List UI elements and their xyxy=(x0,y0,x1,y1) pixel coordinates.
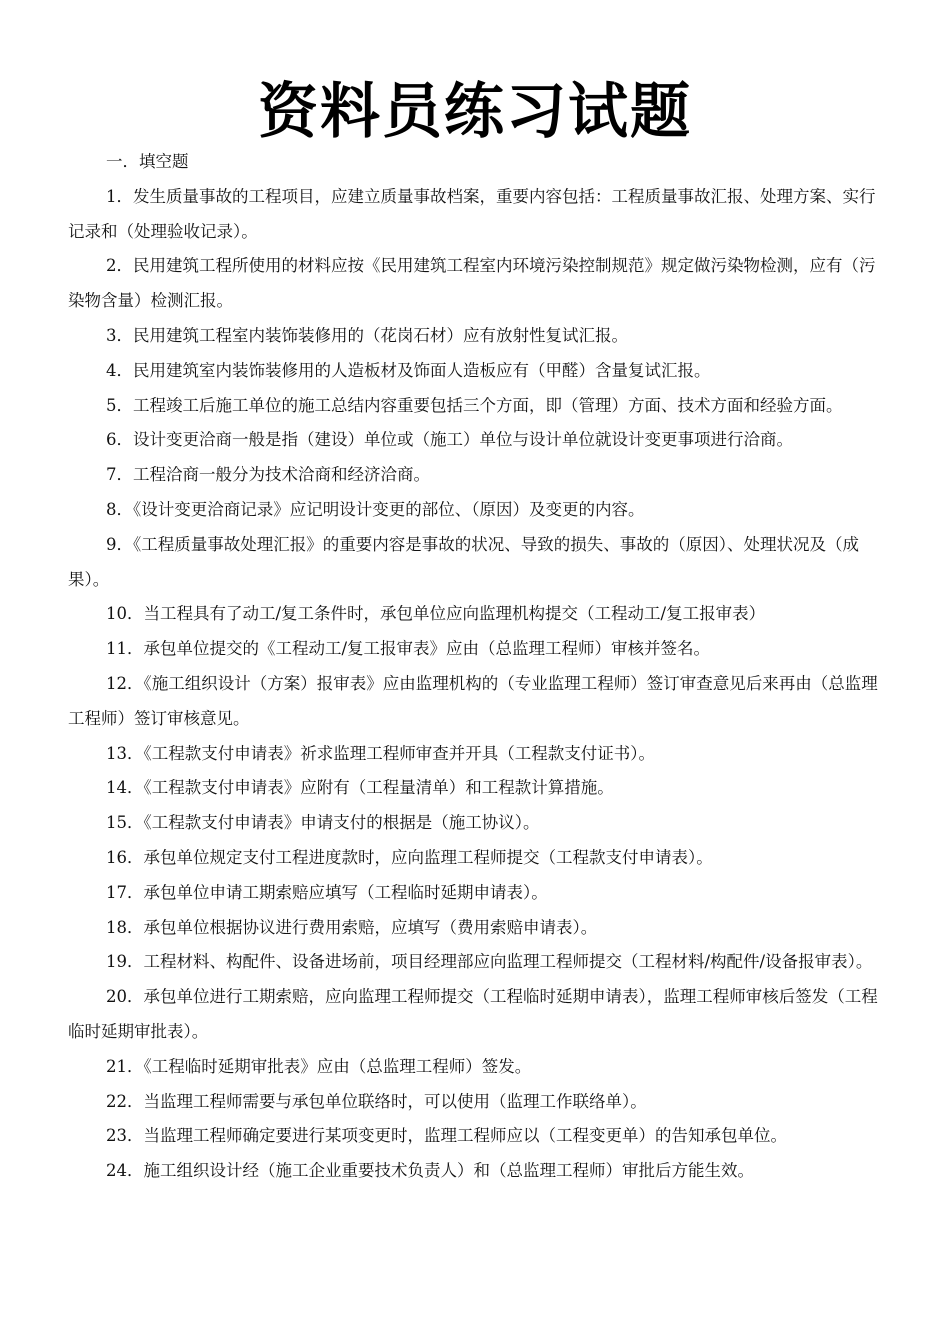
question-5: 5．工程竣工后施工单位的施工总结内容重要包括三个方面，即（管理）方面、技术方面和经验方面。 xyxy=(106,395,843,415)
question-1: 1．发生质量事故的工程项目，应建立质量事故档案，重要内容包括：工程质量事故汇报、处理方案、实行记录和（处理验收记录）。 xyxy=(68,186,876,241)
question-17: 17．承包单位申请工期索赔应填写（工程临时延期申请表）。 xyxy=(106,882,548,902)
question-24: 24．施工组织设计经（施工企业重要技术负责人）和（总监理工程师）审批后方能生效。 xyxy=(106,1161,754,1181)
question-18: 18．承包单位根据协议进行费用索赔，应填写（费用索赔申请表）。 xyxy=(106,917,598,937)
question-16: 16．承包单位规定支付工程进度款时，应向监理工程师提交（工程款支付申请表）。 xyxy=(106,847,713,867)
question-2: 2．民用建筑工程所使用的材料应按《民用建筑工程室内环境污染控制规范》规定做污染物检测，应有（污染物含量）检测汇报。 xyxy=(68,256,876,311)
question-7: 7．工程洽商一般分为技术洽商和经济洽商。 xyxy=(106,465,430,485)
question-15: 15．《工程款支付申请表》申请支付的根据是（施工协议）。 xyxy=(106,813,540,833)
question-23: 23．当监理工程师确定要进行某项变更时，监理工程师应以（工程变更单）的告知承包单位。 xyxy=(106,1126,787,1146)
question-4: 4．民用建筑室内装饰装修用的人造板材及饰面人造板应有（甲醛）含量复试汇报。 xyxy=(106,360,711,380)
document-title: 资料员练习试题 xyxy=(258,77,692,147)
question-20: 20．承包单位进行工期索赔，应向监理工程师提交（工程临时延期申请表），监理工程师审核后签发（工程临时延期审批表）。 xyxy=(68,987,878,1041)
question-3: 3．民用建筑工程室内装饰装修用的（花岗石材）应有放射性复试汇报。 xyxy=(106,325,628,345)
question-14: 14．《工程款支付申请表》应附有（工程量清单）和工程款计算措施。 xyxy=(106,778,614,798)
question-8: 8．《设计变更洽商记录》应记明设计变更的部位、（原因）及变更的内容。 xyxy=(106,499,645,519)
question-22: 22．当监理工程师需要与承包单位联络时，可以使用（监理工作联络单）。 xyxy=(106,1091,647,1111)
section-heading: 一．填空题 xyxy=(106,152,189,171)
question-12: 12．《施工组织设计（方案）报审表》应由监理机构的（专业监理工程师）签订审查意见后来再由（总监理工程师）签订审核意见。 xyxy=(68,673,878,728)
question-6: 6．设计变更洽商一般是指（建设）单位或（施工）单位与设计单位就设计变更事项进行洽商。 xyxy=(106,430,793,450)
question-19: 19．工程材料、构配件、设备进场前，项目经理部应向监理工程师提交（工程材料/构配件/设备报审表）。 xyxy=(106,952,873,972)
question-9: 9．《工程质量事故处理汇报》的重要内容是事故的状况、导致的损失、事故的（原因）、处理状况及（成果）。 xyxy=(68,534,859,589)
document-content xyxy=(68,145,888,1189)
question-13: 13．《工程款支付申请表》祈求监理工程师审查并开具（工程款支付证书）。 xyxy=(106,743,655,763)
question-21: 21．《工程临时延期审批表》应由（总监理工程师）签发。 xyxy=(106,1056,532,1076)
question-10: 10．当工程具有了动工/复工条件时，承包单位应向监理机构提交（工程动工/复工报审表） xyxy=(106,604,766,624)
question-11: 11．承包单位提交的《工程动工/复工报审表》应由（总监理工程师）审核并签名。 xyxy=(106,639,711,659)
